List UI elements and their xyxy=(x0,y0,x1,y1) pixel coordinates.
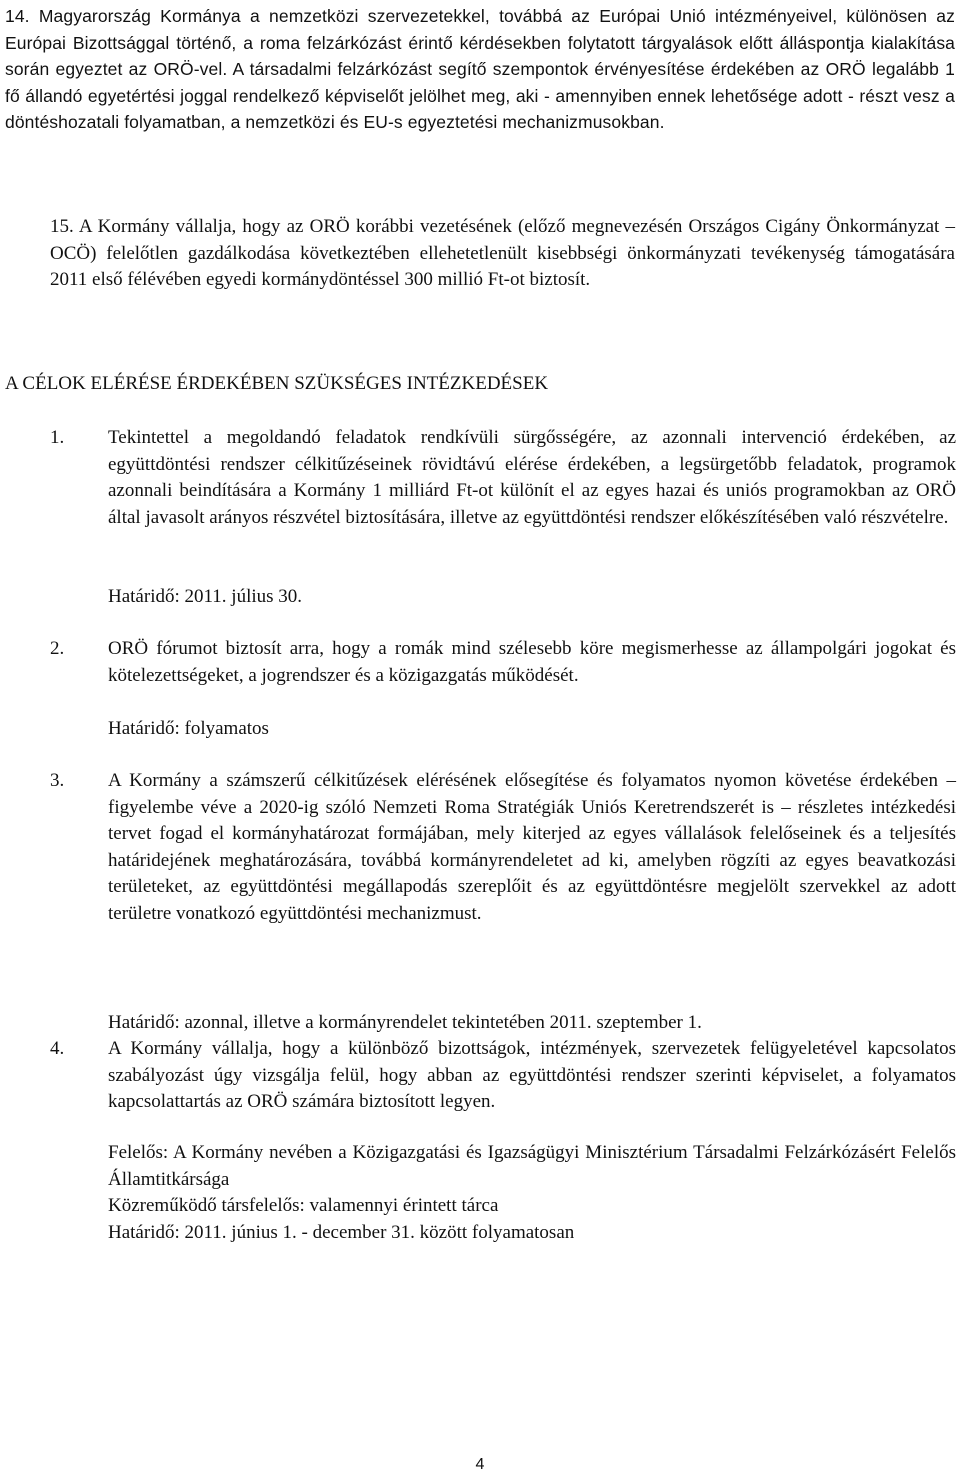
measure-4-responsible: Felelős: A Kormány nevében a Közigazgatási és Igazságügyi Minisztérium Társadalmi Felzárkózásért Felelős Államtitkársága xyxy=(108,1142,956,1190)
measure-text: A Kormány vállalja, hogy a különböző bizottságok, intézmények, szervezetek felügyeletével kapcsolatos szabályozást úgy vizsgálja felül, hogy abban az együttdöntési rendszer szerinti képviselet, a folyamatos kapcsolattartás az ORÖ számára biztosított legyen. xyxy=(108,1038,956,1112)
measure-2-deadline: Határidő: folyamatos xyxy=(108,718,269,739)
measure-text: ORÖ fórumot biztosít arra, hogy a romák mind szélesebb köre megismerhesse az állampolgári jogokat és kötelezettségeket, a jogrendszer és a közigazgatás működését. xyxy=(108,638,956,686)
measure-4 xyxy=(50,1036,956,1116)
measure-text: Tekintettel a megoldandó feladatok rendkívüli sürgősségére, az azonnali intervenció érdekében, az együttdöntési rendszer célkitűzéseinek rövidtávú elérése érdekében, a legsürgetőbb feladatok, programok azonnali beindítására a Kormány 1 milliárd Ft-ot különít el az egyes hazai és uniós programokban az ORÖ által javasolt arányos részvétel biztosítására, illetve az együttdöntési rendszer előkészítésében való részvételre. xyxy=(108,427,956,528)
section-heading: A CÉLOK ELÉRÉSE ÉRDEKÉBEN SZÜKSÉGES INTÉZKEDÉSEK xyxy=(5,373,549,394)
measure-number: 4. xyxy=(50,1038,65,1059)
measure-1-deadline: Határidő: 2011. július 30. xyxy=(108,586,303,607)
measure-3-deadline: Határidő: azonnal, illetve a kormányrendelet tekintetében 2011. szeptember 1. xyxy=(108,1012,702,1033)
measure-number: 1. xyxy=(50,427,65,448)
measure-2 xyxy=(50,636,956,689)
paragraph-number: 14. xyxy=(5,6,30,26)
measure-1 xyxy=(50,425,956,531)
measure-text: A Kormány a számszerű célkitűzések elérésének elősegítése és folyamatos nyomon követése érdekében – figyelembe véve a 2020-ig szóló Nemzeti Roma Stratégiák Uniós Keretrendszerét is – részletes intézkedési tervet fogad el kormányhatározat formájában, mely kiterjed az egyes vállalások felelőseinek és a teljesítés határidejének meghatározására, továbbá kormányrendeletet ad ki, amelyben rögzíti az egyes beavatkozási területeket, az együttdöntési megállapodás szereplőit és az együttdöntésre megjelölt szervekkel az adott területre vonatkozó együttdöntési mechanizmust. xyxy=(108,770,956,924)
measure-number: 3. xyxy=(50,770,65,791)
paragraph-text: Magyarország Kormánya a nemzetközi szervezetekkel, továbbá az Európai Unió intézményeivel, különösen az Európai Bizottsággal történő, a roma felzárkózást érintő kérdésekben folytatott tárgyalások előtt álláspontja kialakítása során egyeztet az ORÖ-vel. A társadalmi felzárkózást segítő szempontok érvényesítése érdekében az ORÖ legalább 1 fő állandó egyetértési joggal rendelkező képviselőt jelölhet meg, aki - amennyiben ennek lehetősége adott - részt vesz a döntéshozatali folyamatban, a nemzetközi és EU-s egyeztetési mechanizmusokban. xyxy=(5,6,955,132)
measure-number: 2. xyxy=(50,638,65,659)
paragraph-14 xyxy=(5,3,955,136)
measure-3 xyxy=(50,768,956,927)
paragraph-15 xyxy=(50,214,955,294)
measure-4-co-responsible: Közreműködő társfelelős: valamennyi érintett tárca xyxy=(108,1195,499,1216)
paragraph-text: A Kormány vállalja, hogy az ORÖ korábbi vezetésének (előző megnevezésén Országos Cigány Önkormányzat – OCÖ) felelőtlen gazdálkodása következtében ellehetetlenült kisebbségi önkormányzati tevékenység támogatására 2011 első félévében egyedi kormánydöntéssel 300 millió Ft-ot biztosít. xyxy=(50,216,955,290)
measure-4-deadline: Határidő: 2011. június 1. - december 31. között folyamatosan xyxy=(108,1222,575,1243)
paragraph-number: 15. xyxy=(50,216,74,237)
page-number: 4 xyxy=(475,1456,485,1473)
